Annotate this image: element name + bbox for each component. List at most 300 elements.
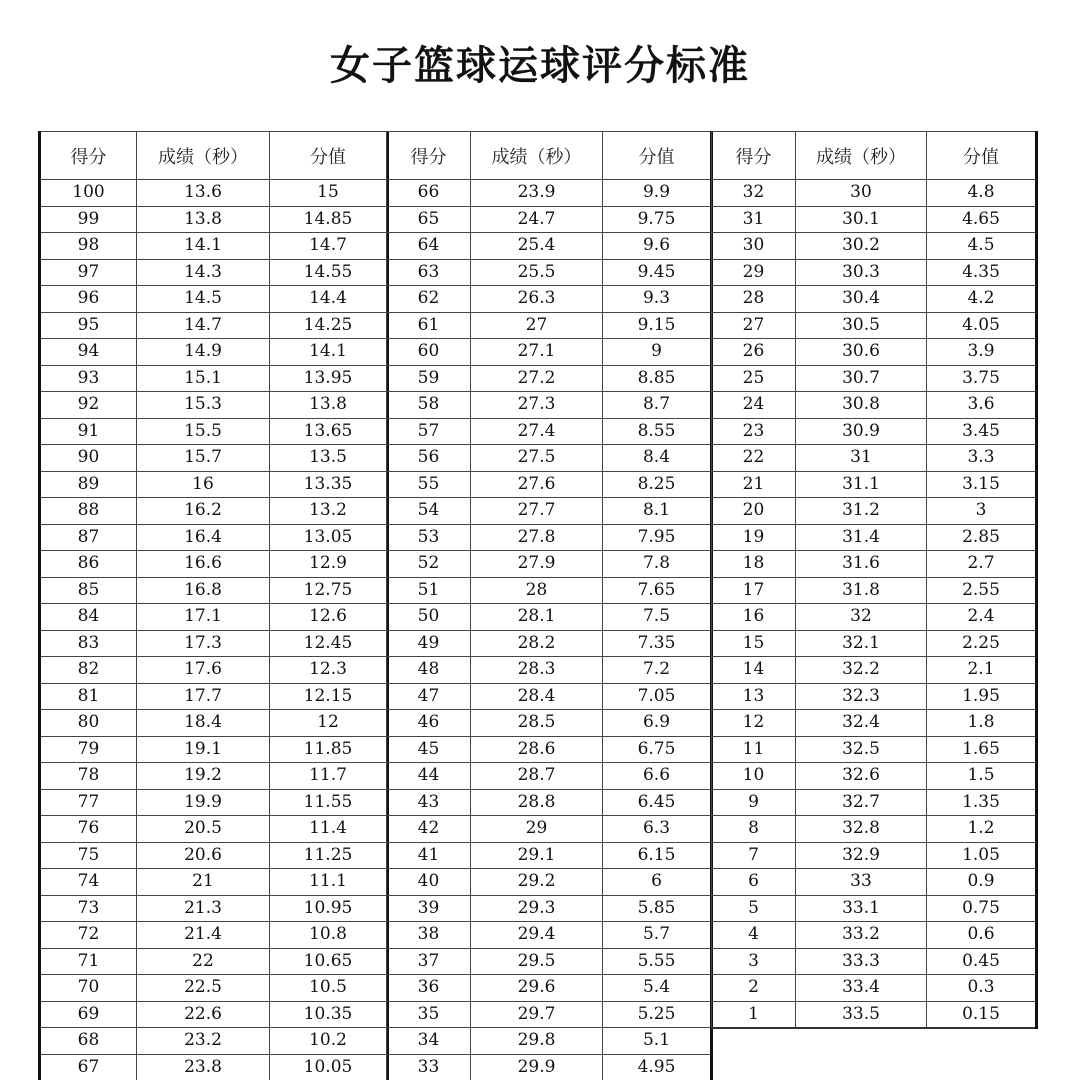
points-cell: 3.3	[927, 445, 1037, 472]
time-cell: 29.3	[471, 895, 603, 922]
table-row	[712, 630, 1037, 657]
time-cell: 17.1	[137, 604, 270, 631]
points-cell: 10.65	[270, 948, 388, 975]
points-cell: 3.75	[927, 365, 1037, 392]
points-cell: 14.1	[270, 339, 388, 366]
score-cell: 7	[712, 842, 796, 869]
time-cell: 32.3	[796, 683, 927, 710]
time-cell: 15.7	[137, 445, 270, 472]
score-cell: 73	[40, 895, 137, 922]
table-header-row	[40, 132, 388, 180]
points-cell: 4.8	[927, 180, 1037, 207]
points-cell: 7.2	[603, 657, 712, 684]
time-cell: 27.3	[471, 392, 603, 419]
table-row	[712, 789, 1037, 816]
score-cell: 62	[387, 286, 471, 313]
table-row	[40, 1054, 388, 1080]
points-cell: 2.55	[927, 577, 1037, 604]
score-cell: 80	[40, 710, 137, 737]
points-cell: 10.2	[270, 1028, 388, 1055]
time-cell: 33.4	[796, 975, 927, 1002]
table-row	[40, 710, 388, 737]
page-title: 女子篮球运球评分标准	[330, 43, 750, 89]
table-row	[40, 551, 388, 578]
points-cell: 13.8	[270, 392, 388, 419]
points-cell: 7.35	[603, 630, 712, 657]
score-cell: 84	[40, 604, 137, 631]
time-cell: 19.9	[137, 789, 270, 816]
score-cell: 76	[40, 816, 137, 843]
score-cell: 2	[712, 975, 796, 1002]
time-cell: 32.5	[796, 736, 927, 763]
table-row	[40, 286, 388, 313]
score-cell: 26	[712, 339, 796, 366]
time-cell: 29.7	[471, 1001, 603, 1028]
table-row	[712, 286, 1037, 313]
score-table-panel-1	[38, 131, 389, 1080]
points-cell: 1.5	[927, 763, 1037, 790]
time-cell: 17.7	[137, 683, 270, 710]
points-cell: 8.85	[603, 365, 712, 392]
points-cell: 13.2	[270, 498, 388, 525]
time-cell: 13.6	[137, 180, 270, 207]
score-cell: 34	[387, 1028, 471, 1055]
table-row	[40, 922, 388, 949]
score-cell: 64	[387, 233, 471, 260]
table-row	[40, 1001, 388, 1028]
score-cell: 72	[40, 922, 137, 949]
score-cell: 17	[712, 577, 796, 604]
points-cell: 15	[270, 180, 388, 207]
points-cell: 8.25	[603, 471, 712, 498]
points-cell: 4.05	[927, 312, 1037, 339]
points-cell: 6.6	[603, 763, 712, 790]
table-row	[40, 471, 388, 498]
time-cell: 29.8	[471, 1028, 603, 1055]
time-cell: 27.6	[471, 471, 603, 498]
time-cell: 27.5	[471, 445, 603, 472]
table-row	[40, 392, 388, 419]
score-cell: 36	[387, 975, 471, 1002]
table-row	[712, 895, 1037, 922]
score-cell: 74	[40, 869, 137, 896]
table-row	[712, 683, 1037, 710]
time-cell: 33.1	[796, 895, 927, 922]
table-row	[712, 180, 1037, 207]
table-row	[387, 1001, 712, 1028]
table-row	[387, 975, 712, 1002]
score-cell: 91	[40, 418, 137, 445]
time-cell: 16.4	[137, 524, 270, 551]
score-cell: 13	[712, 683, 796, 710]
score-cell: 21	[712, 471, 796, 498]
time-cell: 23.2	[137, 1028, 270, 1055]
score-cell: 68	[40, 1028, 137, 1055]
time-cell: 28.2	[471, 630, 603, 657]
time-cell: 14.1	[137, 233, 270, 260]
score-cell: 20	[712, 498, 796, 525]
score-cell: 93	[40, 365, 137, 392]
table-row	[40, 180, 388, 207]
table-row	[387, 445, 712, 472]
time-cell: 32.9	[796, 842, 927, 869]
score-cell: 29	[712, 259, 796, 286]
score-cell: 38	[387, 922, 471, 949]
points-cell: 8.4	[603, 445, 712, 472]
score-cell: 24	[712, 392, 796, 419]
time-cell: 14.5	[137, 286, 270, 313]
score-cell: 28	[712, 286, 796, 313]
table-row	[712, 551, 1037, 578]
points-cell: 3.15	[927, 471, 1037, 498]
table-row	[387, 710, 712, 737]
score-cell: 81	[40, 683, 137, 710]
score-cell: 12	[712, 710, 796, 737]
score-cell: 5	[712, 895, 796, 922]
score-cell: 52	[387, 551, 471, 578]
table-row	[40, 869, 388, 896]
table-row	[712, 1001, 1037, 1028]
time-cell: 30.8	[796, 392, 927, 419]
time-cell: 17.6	[137, 657, 270, 684]
table-row	[40, 233, 388, 260]
score-cell: 27	[712, 312, 796, 339]
score-cell: 47	[387, 683, 471, 710]
points-cell: 10.05	[270, 1054, 388, 1080]
table-row	[40, 604, 388, 631]
header-points: 分值	[270, 132, 388, 180]
time-cell: 17.3	[137, 630, 270, 657]
score-cell: 32	[712, 180, 796, 207]
table-row	[40, 842, 388, 869]
time-cell: 28.3	[471, 657, 603, 684]
time-cell: 27.7	[471, 498, 603, 525]
time-cell: 30.9	[796, 418, 927, 445]
time-cell: 32	[796, 604, 927, 631]
table-row	[40, 498, 388, 525]
time-cell: 28.8	[471, 789, 603, 816]
time-cell: 22	[137, 948, 270, 975]
points-cell: 12.75	[270, 577, 388, 604]
header-score: 得分	[40, 132, 137, 180]
table-header-row	[712, 132, 1037, 180]
table-row	[712, 869, 1037, 896]
points-cell: 6	[603, 869, 712, 896]
points-cell: 9	[603, 339, 712, 366]
time-cell: 28.4	[471, 683, 603, 710]
points-cell: 8.55	[603, 418, 712, 445]
table-row	[712, 206, 1037, 233]
time-cell: 19.2	[137, 763, 270, 790]
points-cell: 11.85	[270, 736, 388, 763]
time-cell: 29.4	[471, 922, 603, 949]
table-row	[387, 577, 712, 604]
table-row	[712, 471, 1037, 498]
table-row	[387, 869, 712, 896]
time-cell: 28	[471, 577, 603, 604]
time-cell: 30.4	[796, 286, 927, 313]
points-cell: 6.3	[603, 816, 712, 843]
table-row	[40, 789, 388, 816]
points-cell: 10.95	[270, 895, 388, 922]
score-table-panel-2	[386, 131, 713, 1080]
time-cell: 32.8	[796, 816, 927, 843]
time-cell: 30.6	[796, 339, 927, 366]
time-cell: 16	[137, 471, 270, 498]
time-cell: 23.8	[137, 1054, 270, 1080]
table-row	[387, 763, 712, 790]
points-cell: 12.6	[270, 604, 388, 631]
table-row	[40, 975, 388, 1002]
table-header-row	[387, 132, 712, 180]
time-cell: 29.9	[471, 1054, 603, 1080]
time-cell: 33.3	[796, 948, 927, 975]
score-cell: 42	[387, 816, 471, 843]
time-cell: 30	[796, 180, 927, 207]
table-row	[387, 180, 712, 207]
points-cell: 4.35	[927, 259, 1037, 286]
score-cell: 43	[387, 789, 471, 816]
points-cell: 13.35	[270, 471, 388, 498]
points-cell: 0.75	[927, 895, 1037, 922]
time-cell: 31.4	[796, 524, 927, 551]
points-cell: 8.7	[603, 392, 712, 419]
points-cell: 14.55	[270, 259, 388, 286]
points-cell: 10.35	[270, 1001, 388, 1028]
points-cell: 7.65	[603, 577, 712, 604]
score-cell: 19	[712, 524, 796, 551]
points-cell: 5.25	[603, 1001, 712, 1028]
table-row	[712, 233, 1037, 260]
points-cell: 11.1	[270, 869, 388, 896]
points-cell: 8.1	[603, 498, 712, 525]
score-cell: 39	[387, 895, 471, 922]
time-cell: 16.8	[137, 577, 270, 604]
table-row	[387, 683, 712, 710]
time-cell: 15.5	[137, 418, 270, 445]
table-row	[40, 630, 388, 657]
score-cell: 3	[712, 948, 796, 975]
table-row	[387, 1028, 712, 1055]
points-cell: 12.9	[270, 551, 388, 578]
score-cell: 61	[387, 312, 471, 339]
score-cell: 45	[387, 736, 471, 763]
points-cell: 7.95	[603, 524, 712, 551]
score-cell: 6	[712, 869, 796, 896]
points-cell: 3.6	[927, 392, 1037, 419]
points-cell: 4.65	[927, 206, 1037, 233]
time-cell: 14.7	[137, 312, 270, 339]
points-cell: 10.8	[270, 922, 388, 949]
time-cell: 13.8	[137, 206, 270, 233]
score-cell: 8	[712, 816, 796, 843]
header-points: 分值	[927, 132, 1037, 180]
score-cell: 53	[387, 524, 471, 551]
table-row	[387, 1054, 712, 1080]
points-cell: 12.15	[270, 683, 388, 710]
score-cell: 86	[40, 551, 137, 578]
time-cell: 31.6	[796, 551, 927, 578]
time-cell: 21.4	[137, 922, 270, 949]
time-cell: 27.8	[471, 524, 603, 551]
points-cell: 6.45	[603, 789, 712, 816]
table-row	[387, 471, 712, 498]
points-cell: 6.15	[603, 842, 712, 869]
table-row	[40, 948, 388, 975]
points-cell: 9.75	[603, 206, 712, 233]
table-row	[40, 339, 388, 366]
points-cell: 13.05	[270, 524, 388, 551]
points-cell: 2.7	[927, 551, 1037, 578]
points-cell: 13.95	[270, 365, 388, 392]
points-cell: 6.9	[603, 710, 712, 737]
time-cell: 18.4	[137, 710, 270, 737]
score-cell: 10	[712, 763, 796, 790]
table-row	[712, 710, 1037, 737]
table-row	[712, 259, 1037, 286]
points-cell: 1.2	[927, 816, 1037, 843]
time-cell: 14.9	[137, 339, 270, 366]
table-row	[712, 948, 1037, 975]
header-time: 成绩（秒）	[796, 132, 927, 180]
score-cell: 37	[387, 948, 471, 975]
table-row	[387, 630, 712, 657]
time-cell: 25.5	[471, 259, 603, 286]
score-cell: 67	[40, 1054, 137, 1080]
table-row	[387, 312, 712, 339]
table-row	[387, 816, 712, 843]
time-cell: 31.8	[796, 577, 927, 604]
table-row	[40, 816, 388, 843]
score-cell: 18	[712, 551, 796, 578]
table-row	[40, 445, 388, 472]
table-row	[40, 524, 388, 551]
points-cell: 1.65	[927, 736, 1037, 763]
points-cell: 9.15	[603, 312, 712, 339]
points-cell: 0.45	[927, 948, 1037, 975]
score-cell: 66	[387, 180, 471, 207]
points-cell: 4.5	[927, 233, 1037, 260]
score-cell: 65	[387, 206, 471, 233]
table-row	[387, 233, 712, 260]
time-cell: 29.2	[471, 869, 603, 896]
points-cell: 0.6	[927, 922, 1037, 949]
table-row	[40, 736, 388, 763]
time-cell: 30.2	[796, 233, 927, 260]
table-row	[387, 948, 712, 975]
points-cell: 14.4	[270, 286, 388, 313]
points-cell: 3.45	[927, 418, 1037, 445]
score-cell: 79	[40, 736, 137, 763]
table-row	[712, 524, 1037, 551]
points-cell: 3.9	[927, 339, 1037, 366]
time-cell: 21	[137, 869, 270, 896]
time-cell: 30.1	[796, 206, 927, 233]
table-row	[387, 286, 712, 313]
score-cell: 60	[387, 339, 471, 366]
score-cell: 49	[387, 630, 471, 657]
time-cell: 26.3	[471, 286, 603, 313]
table-row	[40, 206, 388, 233]
table-row	[712, 498, 1037, 525]
table-row	[712, 445, 1037, 472]
points-cell: 14.85	[270, 206, 388, 233]
score-cell: 100	[40, 180, 137, 207]
points-cell: 2.1	[927, 657, 1037, 684]
points-cell: 9.3	[603, 286, 712, 313]
points-cell: 12	[270, 710, 388, 737]
table-row	[387, 206, 712, 233]
score-cell: 88	[40, 498, 137, 525]
points-cell: 0.9	[927, 869, 1037, 896]
table-row	[387, 604, 712, 631]
score-cell: 55	[387, 471, 471, 498]
table-row	[712, 816, 1037, 843]
table-row	[387, 524, 712, 551]
points-cell: 2.85	[927, 524, 1037, 551]
score-cell: 41	[387, 842, 471, 869]
header-score: 得分	[712, 132, 796, 180]
time-cell: 28.6	[471, 736, 603, 763]
header-time: 成绩（秒）	[137, 132, 270, 180]
time-cell: 23.9	[471, 180, 603, 207]
table-row	[40, 1028, 388, 1055]
score-cell: 30	[712, 233, 796, 260]
points-cell: 7.5	[603, 604, 712, 631]
time-cell: 16.2	[137, 498, 270, 525]
points-cell: 3	[927, 498, 1037, 525]
score-cell: 25	[712, 365, 796, 392]
table-row	[387, 895, 712, 922]
time-cell: 22.6	[137, 1001, 270, 1028]
time-cell: 28.7	[471, 763, 603, 790]
table-row	[387, 392, 712, 419]
points-cell: 5.4	[603, 975, 712, 1002]
table-row	[40, 577, 388, 604]
points-cell: 14.7	[270, 233, 388, 260]
table-row	[387, 789, 712, 816]
table-row	[40, 657, 388, 684]
points-cell: 1.95	[927, 683, 1037, 710]
time-cell: 27.2	[471, 365, 603, 392]
time-cell: 27.9	[471, 551, 603, 578]
time-cell: 21.3	[137, 895, 270, 922]
score-cell: 44	[387, 763, 471, 790]
points-cell: 14.25	[270, 312, 388, 339]
time-cell: 29	[471, 816, 603, 843]
score-cell: 85	[40, 577, 137, 604]
score-cell: 51	[387, 577, 471, 604]
score-cell: 90	[40, 445, 137, 472]
points-cell: 9.6	[603, 233, 712, 260]
score-cell: 58	[387, 392, 471, 419]
table-row	[387, 551, 712, 578]
score-cell: 82	[40, 657, 137, 684]
table-row	[387, 418, 712, 445]
time-cell: 31	[796, 445, 927, 472]
time-cell: 16.6	[137, 551, 270, 578]
time-cell: 27.1	[471, 339, 603, 366]
points-cell: 5.7	[603, 922, 712, 949]
table-row	[40, 763, 388, 790]
time-cell: 33	[796, 869, 927, 896]
score-cell: 48	[387, 657, 471, 684]
score-cell: 83	[40, 630, 137, 657]
table-row	[712, 657, 1037, 684]
points-cell: 13.5	[270, 445, 388, 472]
table-row	[387, 339, 712, 366]
table-row	[712, 922, 1037, 949]
